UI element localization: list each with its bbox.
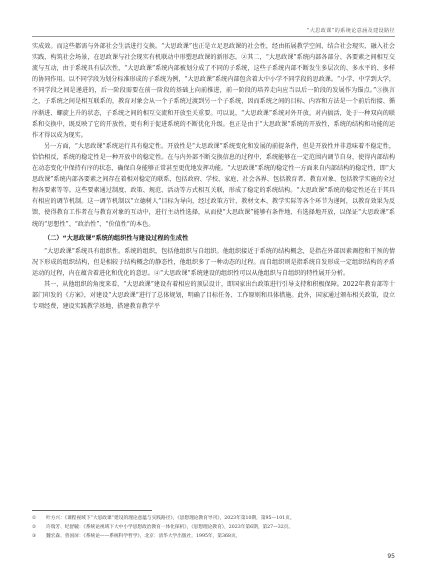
header-divider xyxy=(32,36,395,37)
footnote xyxy=(32,523,395,532)
footnote-divider xyxy=(32,510,152,511)
footnote-marker: ① xyxy=(32,516,37,521)
section-heading: （二）“大思政课”系统的组织性与建设过程的生成性 xyxy=(44,234,189,242)
body-paragraph: “大思政课”系统具有组织性。系统的组织，包括他组织与自组织。他组织接近于系统的结构概念，是指在外部因素调控和干预的情况下形成的组织结构，但是相较于结构概念的静态性，他组织多了一种动态的过程。而自组织则是指系统自发形成一定组织结构的矛盾运动的过程，内在蕴含着进化和优化的意思。④“大思政课”系统建设的组织性可以从他组织与自组织的特性展开分析。 xyxy=(32,247,395,277)
article-body xyxy=(32,41,395,312)
footnote xyxy=(32,532,395,541)
footnote-text: 叶方兴：《课程视域下“大思政课”建设的理论意蕴与实践路径》，《思想理论教育导刊》，2023年第10期，第95—101页。 xyxy=(46,516,295,521)
page-number: 95 xyxy=(387,553,395,560)
footnote-marker: ② xyxy=(32,525,37,531)
footnote-text: 魏宏森、曾国屏：《系统论——系统科学哲学》，北京：清华大学出版社，1995年，第368页。 xyxy=(46,534,241,540)
footnote-marker: ③ xyxy=(32,534,37,540)
running-header: “大思政课”的系统论意涵及建设路径 xyxy=(306,28,395,34)
body-paragraph: 另一方面，“大思政课”系统运行具有稳定性。开放性是“大思政课”系统变化和发展的前提条件，但是开放性并非意味着不稳定性，恰恰相反，系统的稳定性是一种开放中的稳定性。在与内外部不断交换信息的过程中，系统能够在一定范围内调节自身，使得内部结构在动态变化中保持有序的状态，确保自身能够正常甚至更优地发挥功能。“大思政课”系统的稳定性一方面来自内部结构的稳定性，即“大思政课”系统内部各要素之间存在着相对稳定的联系，包括政府、学校、家庭、社会各界、包括教育者、教育对象、包括教学实施的全过程各要素等等。这些要素通过制度、政策、规范、活动等方式相互关联，形成了稳定的系统结构。“大思政课”系统的稳定性还在于其具有相应的调节机制。这一调节机制以“立德树人”目标为导向，经过政策方针、教材文本、教学实际等各个环节为递阿，以教育效果为反馈，使得教育工作者在与教育对象的互动中，进行主动性选择，从而使“大思政课”能够有条件地、有选择地开放，以保证“大思政课”系统的“思想性”、“政治性”、“价值性”的本色。 xyxy=(32,142,395,228)
footnotes xyxy=(32,514,395,542)
body-paragraph: 其一，从他组织的角度来看，“大思政课”建设有着相应的顶层设计，即国家出台政策进行引导支持和积极保障。2022年教育部等十部门印发的《方案》，对建设“大思政课”进行了总体规划，明确了目标任务、工作原则和具体措施。此外，国家通过颁布相关政策，设立专项经费，建设实践教学基地，搭建教育教学平 xyxy=(32,280,395,311)
footnote xyxy=(32,514,395,523)
body-paragraph: 实成效。而这些都需与外部社会生活进行交换。“大思政课”也正是立足思政课的社会性，经由拓展教学空间、结合社会现实、融入社会实践、构筑社会场景，在思政课与社会现实有机联动中形塑思政课的新形态。②其二，“大思政课”系统内部各部分、各要素之间相互交流与互动，由于系统具有层次性，“大思政课”系统内部被划分成了不同的子系统，这些子系统内部不断发生多层次的、多水平的、多样的协同作用。以不同学段为划分标准形成的子系统为例，“大思政课”系统内部包含着大中小学不同学段的思政课。“小学、中学到大学，不同学段之间是递进的，后一阶段需要在前一阶段的基础上向前推进，前一阶段的培养走向应当以后一阶段的发展作为锚点。”③换言之，子系统之间是相互联系的，教育对象会从一个子系统过渡到另一个子系统，因而系统之间的目标、内容和方法是一个前后衔接、循序渐进、螺旋上升的状态，子系统之间的相互交流和开放至关重要。可以说，“大思政课”系统对外开放，对内搞活，处于一种双向的联系和交换中，既反映了它的开放性，更有利于促进系统的不断优化升级。也正是由于“大思政课”系统的开放性，系统的结构和功能的运作才得以成为现实。 xyxy=(32,43,395,139)
footnote-text: 许瑞芳、纪舒毓：《系统论视域下大中小学思想政治教育一体化探析》，《思想理论教育》，2023年第6期，第27—32页。 xyxy=(46,525,294,531)
